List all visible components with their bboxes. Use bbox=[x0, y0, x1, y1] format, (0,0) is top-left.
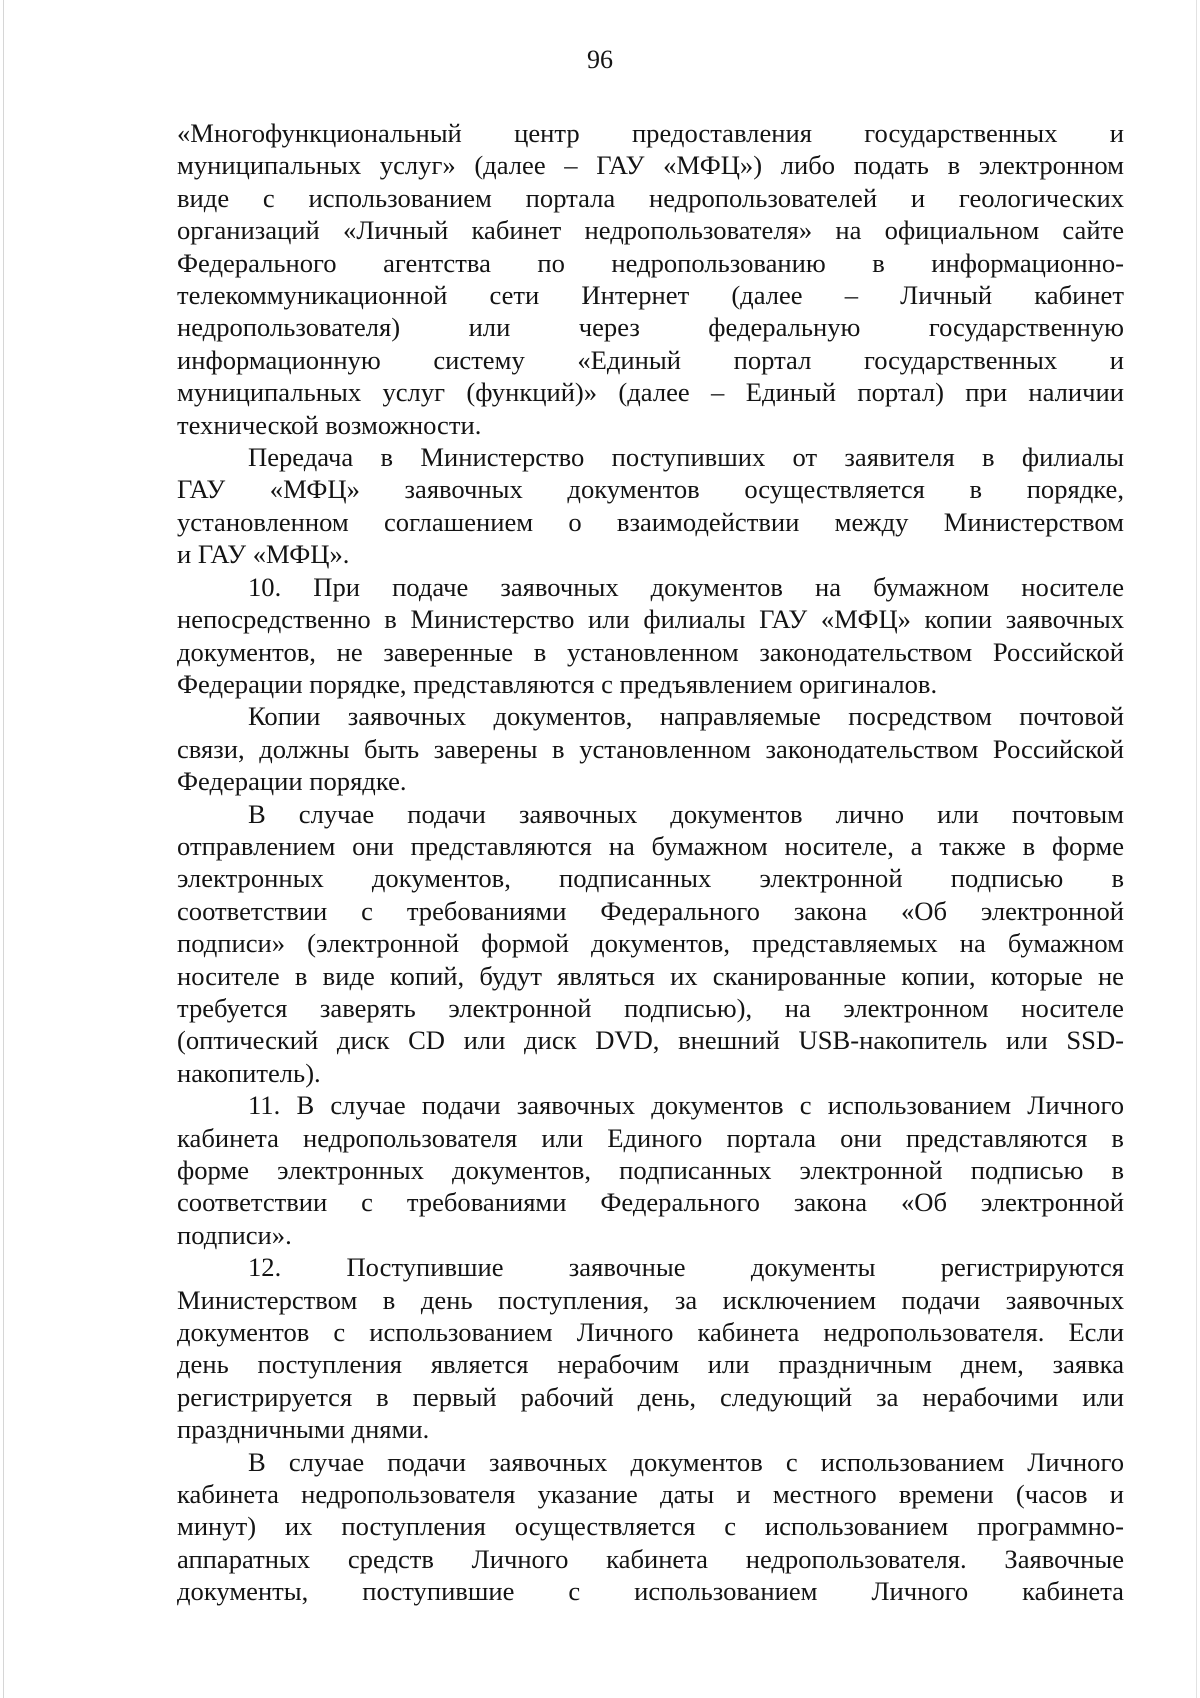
paragraph-personal-submission bbox=[177, 798, 1124, 1090]
text-line: подписи». bbox=[177, 1219, 292, 1250]
text-line: В случае подачи заявочных документов лично или почтовым bbox=[248, 798, 1124, 829]
paragraph-item-11 bbox=[177, 1089, 1124, 1251]
text-line: отправлением они представляются на бумажном носителе, а также в форме bbox=[177, 830, 1124, 861]
text-line: недропользователя) или через федеральную государственную bbox=[177, 312, 1124, 343]
scan-edge-right bbox=[1196, 0, 1197, 1698]
text-line: соответствии с требованиями Федерального закона «Об электронной bbox=[177, 1187, 1124, 1218]
text-line: кабинета недропользователя или Единого портала они представляются в bbox=[177, 1122, 1124, 1153]
text-line: праздничными днями. bbox=[177, 1414, 430, 1445]
text-line: 10. При подаче заявочных документов на бумажном носителе bbox=[248, 571, 1124, 602]
text-line: В случае подачи заявочных документов с использованием Личного bbox=[248, 1446, 1124, 1477]
text-line: информационную систему «Единый портал государственных и bbox=[177, 344, 1124, 375]
text-line: носителе в виде копий, будут являться их сканированные копии, которые не bbox=[177, 960, 1124, 991]
text-line: 12. Поступившие заявочные документы регистрируются bbox=[248, 1252, 1124, 1283]
text-line: Копии заявочных документов, направляемые посредством почтовой bbox=[248, 701, 1124, 732]
text-line: день поступления является нерабочим или праздничным днем, заявка bbox=[177, 1349, 1124, 1380]
text-line: телекоммуникационной сети Интернет (далее – Личный кабинет bbox=[177, 280, 1124, 311]
paragraph-item-10 bbox=[177, 571, 1124, 701]
text-line: подписи» (электронной формой документов, представляемых на бумажном bbox=[177, 928, 1124, 959]
text-line: Передача в Министерство поступивших от заявителя в филиалы bbox=[248, 442, 1124, 473]
text-line: установленном соглашением о взаимодействии между Министерством bbox=[177, 506, 1124, 537]
text-line: Федерального агентства по недропользованию в информационно- bbox=[177, 247, 1124, 278]
text-line: накопитель). bbox=[177, 1057, 321, 1088]
text-line: требуется заверять электронной подписью), на электронном носителе bbox=[177, 992, 1124, 1023]
text-line: связи, должны быть заверены в установленном законодательством Российской bbox=[177, 733, 1124, 764]
text-line: «Многофункциональный центр предоставления государственных и bbox=[177, 118, 1124, 148]
text-line: муниципальных услуг» (далее – ГАУ «МФЦ») либо подать в электронном bbox=[177, 150, 1124, 181]
paragraph-electronic-timestamp bbox=[177, 1446, 1124, 1608]
text-line: Федерации порядке. bbox=[177, 766, 407, 797]
text-line: документов с использованием Личного кабинета недропользователя. Если bbox=[177, 1317, 1124, 1348]
text-line: технической возможности. bbox=[177, 409, 482, 440]
page-number: 96 bbox=[587, 45, 613, 74]
paragraph-2 bbox=[177, 441, 1124, 571]
text-line: аппаратных средств Личного кабинета недропользователя. Заявочные bbox=[177, 1543, 1124, 1574]
text-line: муниципальных услуг (функций)» (далее – Единый портал) при наличии bbox=[177, 377, 1124, 408]
text-line: (оптический диск CD или диск DVD, внешний USB-накопитель или SSD- bbox=[177, 1025, 1124, 1056]
scan-edge-left bbox=[3, 0, 4, 1698]
text-line: электронных документов, подписанных электронной подписью в bbox=[177, 863, 1124, 894]
paragraph-1 bbox=[177, 117, 1124, 441]
text-line: минут) их поступления осуществляется с использованием программно- bbox=[177, 1511, 1124, 1542]
text-line: документов, не заверенные в установленном законодательством Российской bbox=[177, 636, 1124, 667]
text-line: кабинета недропользователя указание даты и местного времени (часов и bbox=[177, 1479, 1124, 1510]
document-body bbox=[177, 117, 1124, 1608]
paragraph-item-12 bbox=[177, 1251, 1124, 1445]
text-line: 11. В случае подачи заявочных документов с использованием Личного bbox=[248, 1090, 1124, 1121]
text-line: Министерством в день поступления, за исключением подачи заявочных bbox=[177, 1284, 1124, 1315]
text-line: соответствии с требованиями Федерального закона «Об электронной bbox=[177, 895, 1124, 926]
text-line: и ГАУ «МФЦ». bbox=[177, 539, 350, 570]
paragraph-copies bbox=[177, 700, 1124, 797]
text-line: форме электронных документов, подписанных электронной подписью в bbox=[177, 1155, 1124, 1185]
text-line: организаций «Личный кабинет недропользователя» на официальном сайте bbox=[177, 215, 1124, 246]
text-line: ГАУ «МФЦ» заявочных документов осуществляется в порядке, bbox=[177, 474, 1124, 505]
text-line: непосредственно в Министерство или филиалы ГАУ «МФЦ» копии заявочных bbox=[177, 604, 1124, 635]
text-line: документы, поступившие с использованием Личного кабинета bbox=[177, 1576, 1124, 1607]
text-line: регистрируется в первый рабочий день, следующий за нерабочими или bbox=[177, 1381, 1124, 1412]
text-line: Федерации порядке, представляются с предъявлением оригиналов. bbox=[177, 668, 938, 699]
text-line: виде с использованием портала недропользователей и геологических bbox=[177, 182, 1124, 213]
